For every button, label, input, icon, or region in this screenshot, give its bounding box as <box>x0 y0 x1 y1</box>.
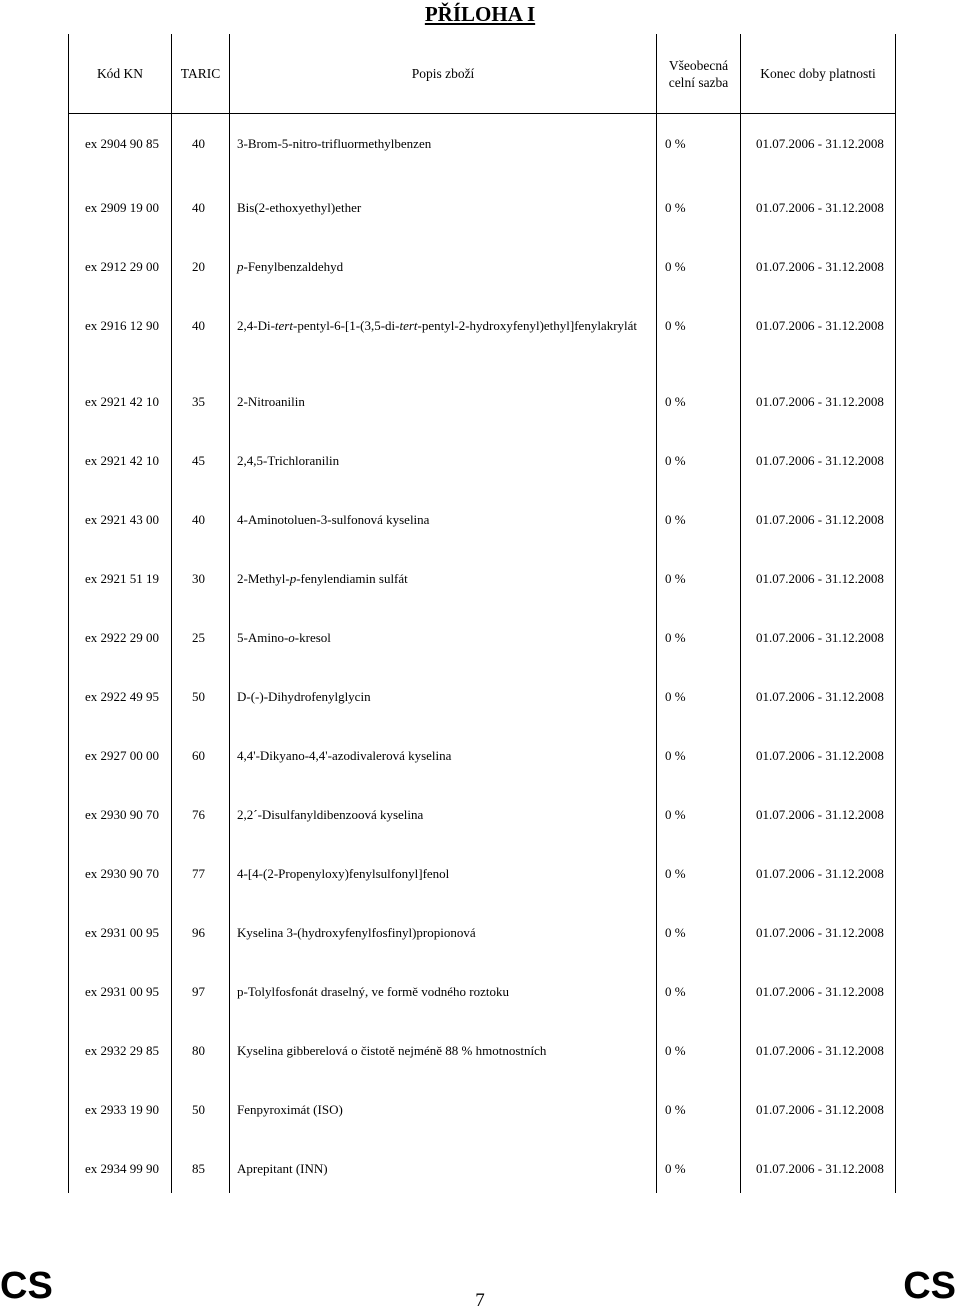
header-rate-line2: celní sazba <box>668 74 729 90</box>
cell-desc <box>230 721 657 780</box>
desc-segment: 4,4'-Dikyano-4,4'-azodivalerová kyselina <box>237 748 452 763</box>
desc-segment: -pentyl-2-hydroxyfenyl)ethyl]fenylakrylát <box>417 318 638 333</box>
cell-desc <box>230 173 657 232</box>
table-row <box>69 232 896 291</box>
cell-kn: ex 2930 90 70 <box>69 839 172 898</box>
table-row <box>69 721 896 780</box>
table-row <box>69 1075 896 1134</box>
desc-segment: D-(-)-Dihydrofenylglycin <box>237 689 371 704</box>
cell-desc <box>230 662 657 721</box>
cell-taric: 50 <box>172 662 230 721</box>
desc-segment: 2-Nitroanilin <box>237 394 305 409</box>
cell-rate: 0 % <box>657 544 741 603</box>
cell-desc <box>230 232 657 291</box>
header-rate-line1: Všeobecná <box>668 57 729 73</box>
cell-kn: ex 2909 19 00 <box>69 173 172 232</box>
cell-kn: ex 2912 29 00 <box>69 232 172 291</box>
cell-validity: 01.07.2006 - 31.12.2008 <box>741 544 896 603</box>
cell-validity: 01.07.2006 - 31.12.2008 <box>741 839 896 898</box>
cell-kn: ex 2932 29 85 <box>69 1016 172 1075</box>
table-row <box>69 603 896 662</box>
table-row <box>69 485 896 544</box>
desc-segment: Kyselina gibberelová o čistotě nejméně 88 % hmotnostních <box>237 1043 547 1058</box>
cell-validity: 01.07.2006 - 31.12.2008 <box>741 957 896 1016</box>
desc-segment: tert <box>274 318 293 333</box>
header-kn: Kód KN <box>69 34 172 114</box>
desc-segment: 2,2´-Disulfanyldibenzoová kyselina <box>237 807 424 822</box>
cell-rate: 0 % <box>657 1134 741 1193</box>
cell-kn: ex 2922 49 95 <box>69 662 172 721</box>
cell-taric: 97 <box>172 957 230 1016</box>
cell-validity: 01.07.2006 - 31.12.2008 <box>741 780 896 839</box>
cell-taric: 40 <box>172 291 230 367</box>
header-desc: Popis zboží <box>230 34 657 114</box>
cell-taric: 85 <box>172 1134 230 1193</box>
desc-segment: Aprepitant (INN) <box>237 1161 328 1176</box>
cell-taric: 50 <box>172 1075 230 1134</box>
desc-segment: Bis(2-ethoxyethyl)ether <box>237 200 362 215</box>
cell-taric: 20 <box>172 232 230 291</box>
cell-rate: 0 % <box>657 721 741 780</box>
desc-segment: o <box>288 630 295 645</box>
cell-taric: 40 <box>172 173 230 232</box>
cell-taric: 77 <box>172 839 230 898</box>
table-row <box>69 662 896 721</box>
header-rate <box>657 34 741 114</box>
cell-kn: ex 2927 00 00 <box>69 721 172 780</box>
cell-validity: 01.07.2006 - 31.12.2008 <box>741 291 896 367</box>
cell-taric: 35 <box>172 367 230 426</box>
desc-segment: p <box>237 259 244 274</box>
desc-segment: -kresol <box>294 630 331 645</box>
cell-kn: ex 2931 00 95 <box>69 898 172 957</box>
table-row <box>69 173 896 232</box>
table-row <box>69 780 896 839</box>
desc-segment: 5-Amino- <box>237 630 289 645</box>
cell-rate: 0 % <box>657 367 741 426</box>
cell-desc <box>230 1075 657 1134</box>
desc-segment: -Fenylbenzaldehyd <box>243 259 344 274</box>
desc-segment: tert <box>399 318 418 333</box>
cell-desc <box>230 1016 657 1075</box>
cell-taric: 40 <box>172 114 230 174</box>
cell-rate: 0 % <box>657 839 741 898</box>
cell-desc <box>230 544 657 603</box>
page-title: PŘÍLOHA I <box>424 2 536 26</box>
desc-segment: -pentyl-6-[1-(3,5-di- <box>292 318 400 333</box>
cell-kn: ex 2922 29 00 <box>69 603 172 662</box>
cell-taric: 40 <box>172 485 230 544</box>
cell-desc <box>230 426 657 485</box>
cell-desc <box>230 485 657 544</box>
cell-kn: ex 2921 51 19 <box>69 544 172 603</box>
cell-validity: 01.07.2006 - 31.12.2008 <box>741 721 896 780</box>
cell-validity: 01.07.2006 - 31.12.2008 <box>741 898 896 957</box>
cell-validity: 01.07.2006 - 31.12.2008 <box>741 232 896 291</box>
cell-rate: 0 % <box>657 232 741 291</box>
table-row <box>69 957 896 1016</box>
cell-taric: 25 <box>172 603 230 662</box>
desc-segment: Fenpyroximát (ISO) <box>237 1102 343 1117</box>
desc-segment: p <box>289 571 297 586</box>
cell-kn: ex 2904 90 85 <box>69 114 172 174</box>
cell-rate: 0 % <box>657 957 741 1016</box>
cell-validity: 01.07.2006 - 31.12.2008 <box>741 603 896 662</box>
cell-kn: ex 2921 42 10 <box>69 367 172 426</box>
cell-desc <box>230 603 657 662</box>
cell-kn: ex 2916 12 90 <box>69 291 172 367</box>
desc-segment: 3-Brom-5-nitro-trifluormethylbenzen <box>237 136 432 151</box>
desc-segment: -fenylendiamin sulfát <box>296 571 408 586</box>
cell-desc <box>230 957 657 1016</box>
table-row <box>69 114 896 174</box>
desc-segment: 2,4-Di- <box>237 318 275 333</box>
cell-taric: 60 <box>172 721 230 780</box>
cell-rate: 0 % <box>657 426 741 485</box>
desc-segment: 4-[4-(2-Propenyloxy)fenylsulfonyl]fenol <box>237 866 450 881</box>
cell-rate: 0 % <box>657 291 741 367</box>
cell-desc <box>230 114 657 174</box>
cell-kn: ex 2931 00 95 <box>69 957 172 1016</box>
cell-validity: 01.07.2006 - 31.12.2008 <box>741 662 896 721</box>
cell-kn: ex 2934 99 90 <box>69 1134 172 1193</box>
cell-desc <box>230 367 657 426</box>
cell-rate: 0 % <box>657 780 741 839</box>
cell-rate: 0 % <box>657 1075 741 1134</box>
table-row <box>69 839 896 898</box>
cell-rate: 0 % <box>657 898 741 957</box>
cell-rate: 0 % <box>657 485 741 544</box>
desc-segment: 4-Aminotoluen-3-sulfonová kyselina <box>237 512 430 527</box>
cell-validity: 01.07.2006 - 31.12.2008 <box>741 1075 896 1134</box>
desc-segment: 2,4,5-Trichloranilin <box>237 453 340 468</box>
cell-validity: 01.07.2006 - 31.12.2008 <box>741 426 896 485</box>
cell-validity: 01.07.2006 - 31.12.2008 <box>741 173 896 232</box>
footer-lang-left: CS <box>0 1265 53 1307</box>
footer-lang-right: CS <box>903 1265 956 1307</box>
table-row <box>69 1134 896 1193</box>
desc-segment: 2-Methyl- <box>237 571 290 586</box>
cell-rate: 0 % <box>657 1016 741 1075</box>
cell-desc <box>230 898 657 957</box>
cell-kn: ex 2933 19 90 <box>69 1075 172 1134</box>
header-validity: Konec doby platnosti <box>741 34 896 114</box>
cell-desc <box>230 291 657 367</box>
cell-kn: ex 2921 43 00 <box>69 485 172 544</box>
table-row <box>69 426 896 485</box>
desc-segment: p-Tolylfosfonát draselný, ve formě vodného roztoku <box>237 984 510 999</box>
cell-taric: 96 <box>172 898 230 957</box>
cell-rate: 0 % <box>657 662 741 721</box>
table-row <box>69 544 896 603</box>
table-row <box>69 898 896 957</box>
header-row <box>69 34 896 114</box>
cell-desc <box>230 780 657 839</box>
goods-table <box>68 34 896 1193</box>
cell-desc <box>230 839 657 898</box>
cell-validity: 01.07.2006 - 31.12.2008 <box>741 367 896 426</box>
cell-kn: ex 2930 90 70 <box>69 780 172 839</box>
cell-validity: 01.07.2006 - 31.12.2008 <box>741 1134 896 1193</box>
cell-desc <box>230 1134 657 1193</box>
cell-validity: 01.07.2006 - 31.12.2008 <box>741 485 896 544</box>
cell-validity: 01.07.2006 - 31.12.2008 <box>741 114 896 174</box>
table-row <box>69 291 896 367</box>
cell-taric: 45 <box>172 426 230 485</box>
page-number: 7 <box>475 1290 485 1311</box>
cell-taric: 76 <box>172 780 230 839</box>
table-row <box>69 1016 896 1075</box>
cell-rate: 0 % <box>657 603 741 662</box>
cell-taric: 80 <box>172 1016 230 1075</box>
desc-segment: Kyselina 3-(hydroxyfenylfosfinyl)propionová <box>237 925 476 940</box>
cell-validity: 01.07.2006 - 31.12.2008 <box>741 1016 896 1075</box>
table-row <box>69 367 896 426</box>
header-taric: TARIC <box>172 34 230 114</box>
cell-taric: 30 <box>172 544 230 603</box>
cell-rate: 0 % <box>657 114 741 174</box>
cell-rate: 0 % <box>657 173 741 232</box>
cell-kn: ex 2921 42 10 <box>69 426 172 485</box>
